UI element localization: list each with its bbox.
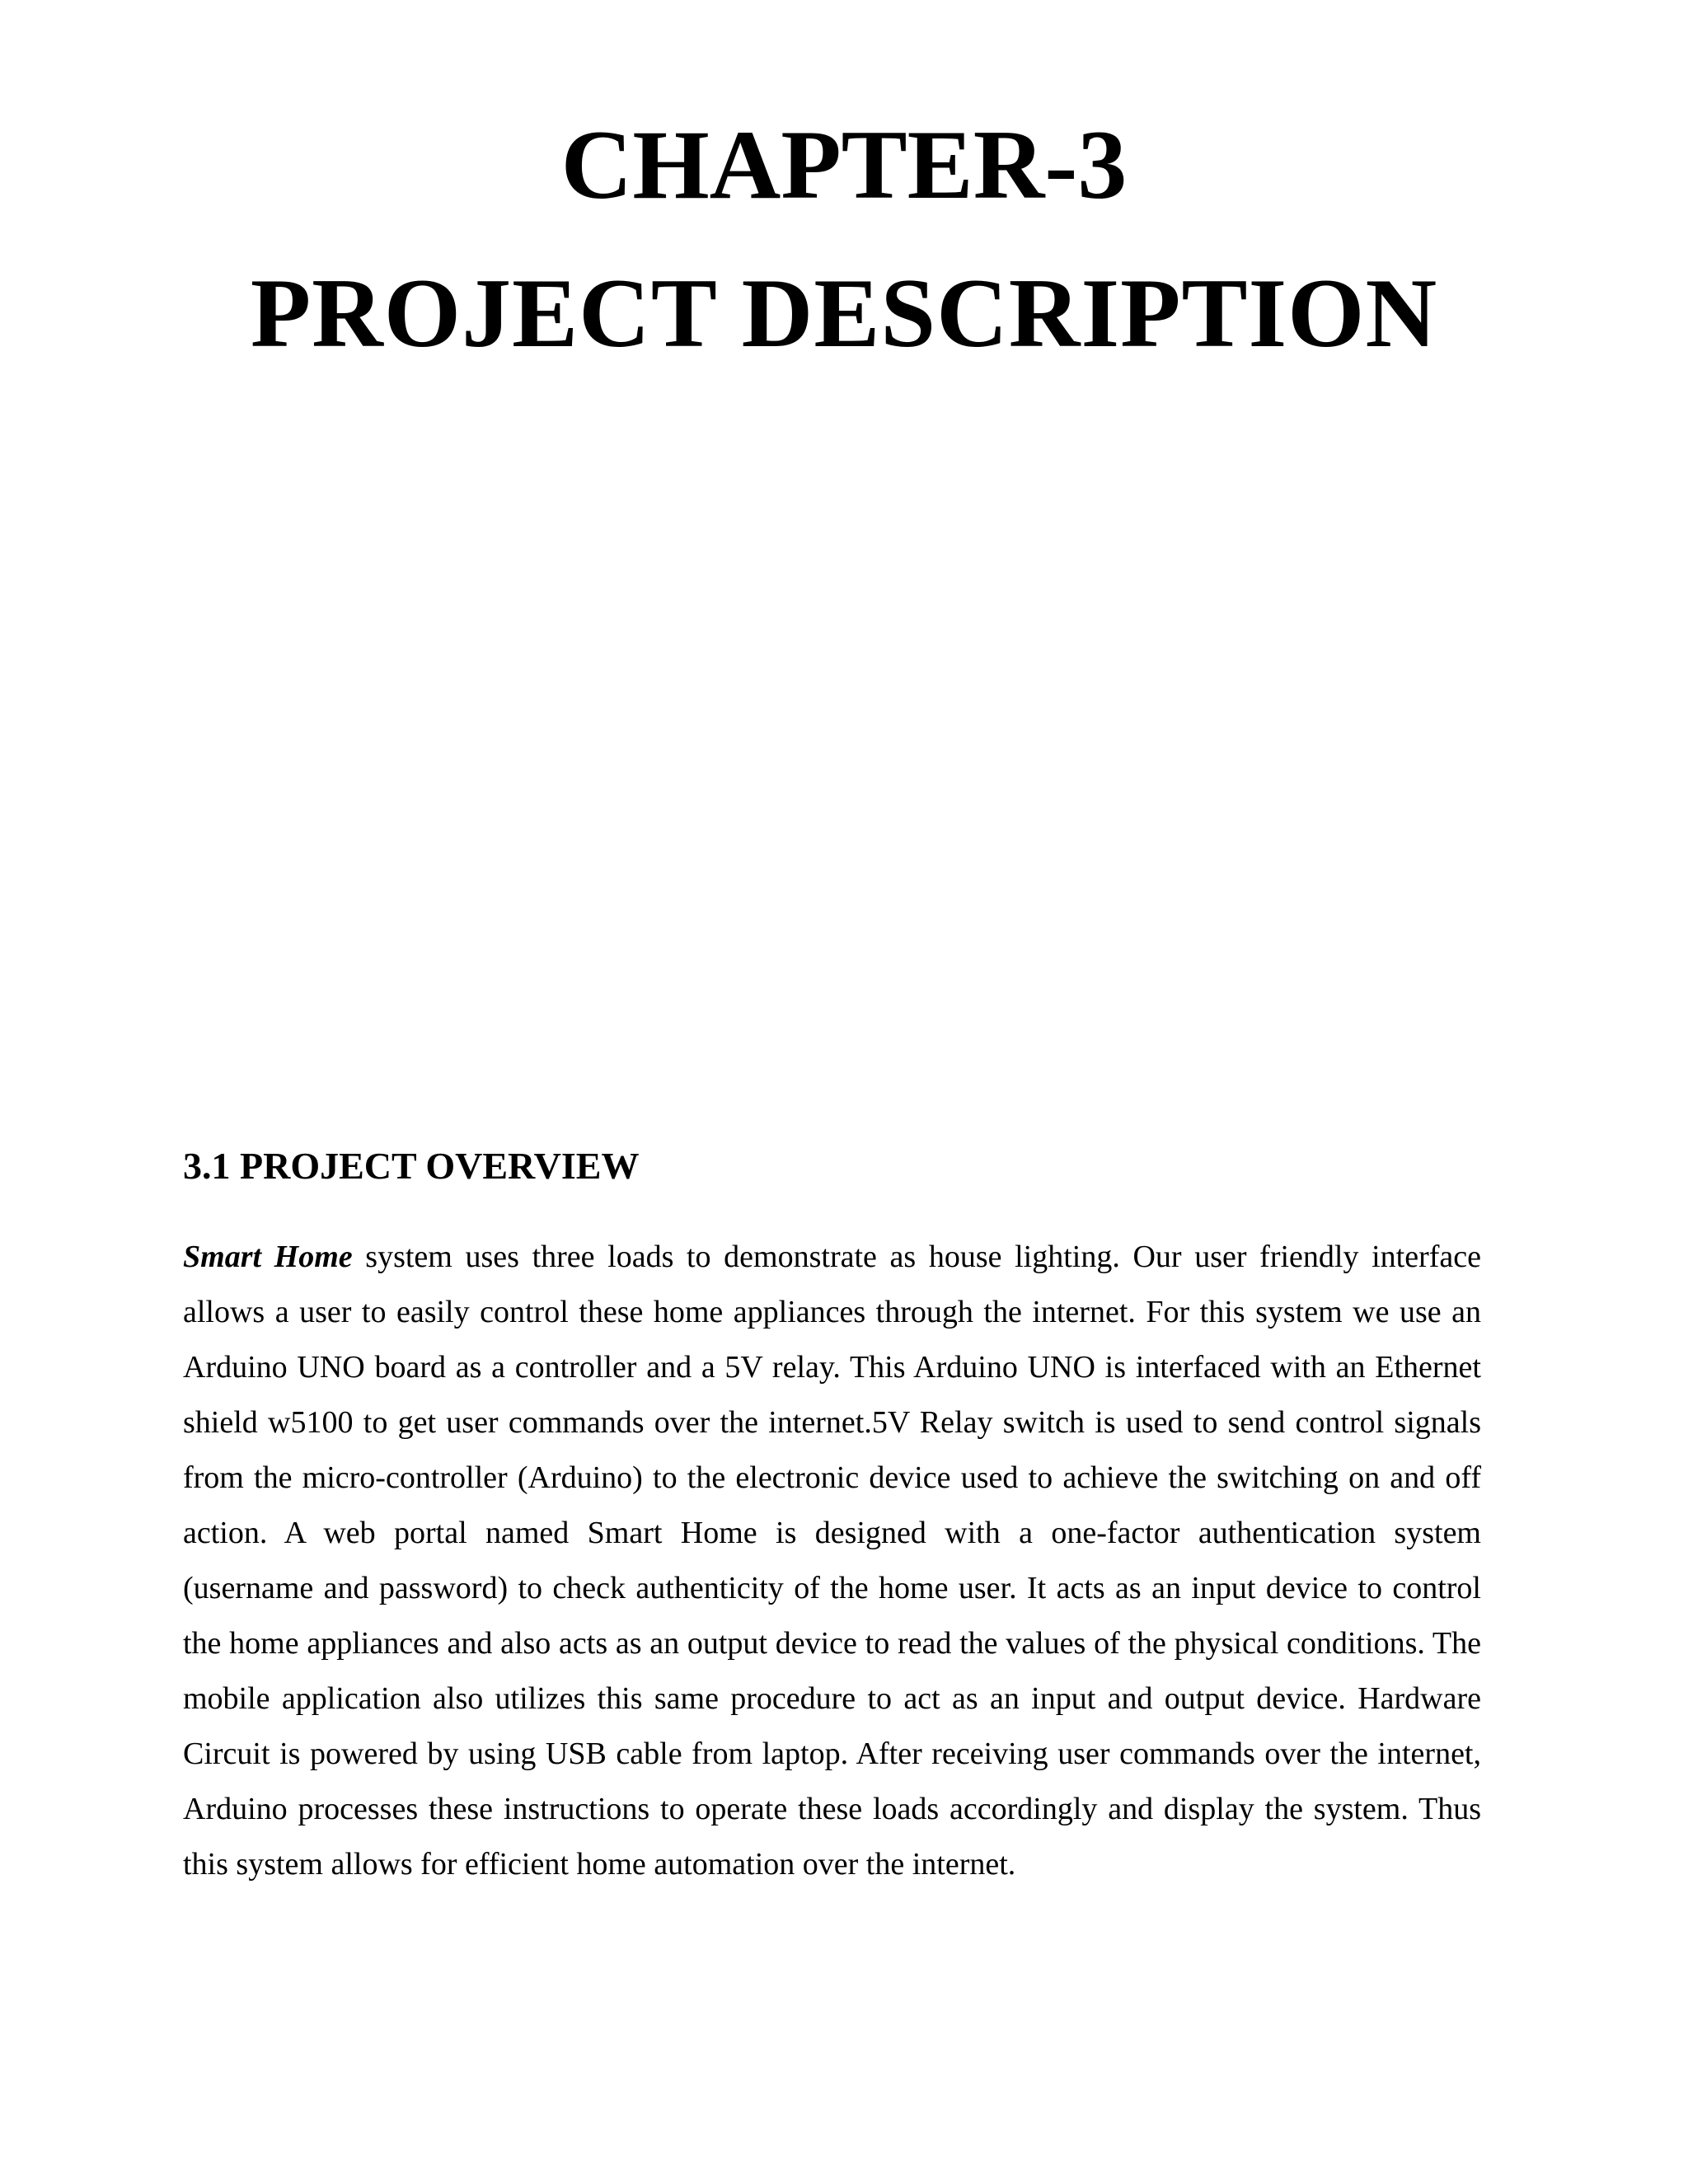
section-heading: 3.1 PROJECT OVERVIEW [183,1145,640,1187]
chapter-title-heading: PROJECT DESCRIPTION [250,258,1438,368]
chapter-number-heading: CHAPTER-3 [560,110,1128,219]
emphasized-term: Smart Home [183,1240,353,1274]
paragraph-text: system uses three loads to demonstrate as house lighting. Our user friendly interface allows a user to easily control these home appliances through the internet. For this system we use an Arduino UNO board as a controller and a 5V relay. This Arduino UNO is interfaced with an Ethernet shield w5100 to get user commands over the internet.5V Relay switch is used to send control signals from the micro-controller (Arduino) to the electronic device used to achieve the switching on and off action. A web portal named Smart Home is designed with a one-factor authentication system (username and password) to check authenticity of the home user. It acts as an input device to control the home appliances and also acts as an output device to read the values of the physical conditions. The mobile application also utilizes this same procedure to act as an input and output device. Hardware Circuit is powered by using USB cable from laptop. After receiving user commands over the internet, Arduino processes these instructions to operate these loads accordingly and display the system. Thus this system allows for efficient home automation over the internet. [183,1240,1481,1882]
body-paragraph [183,1230,1481,1892]
